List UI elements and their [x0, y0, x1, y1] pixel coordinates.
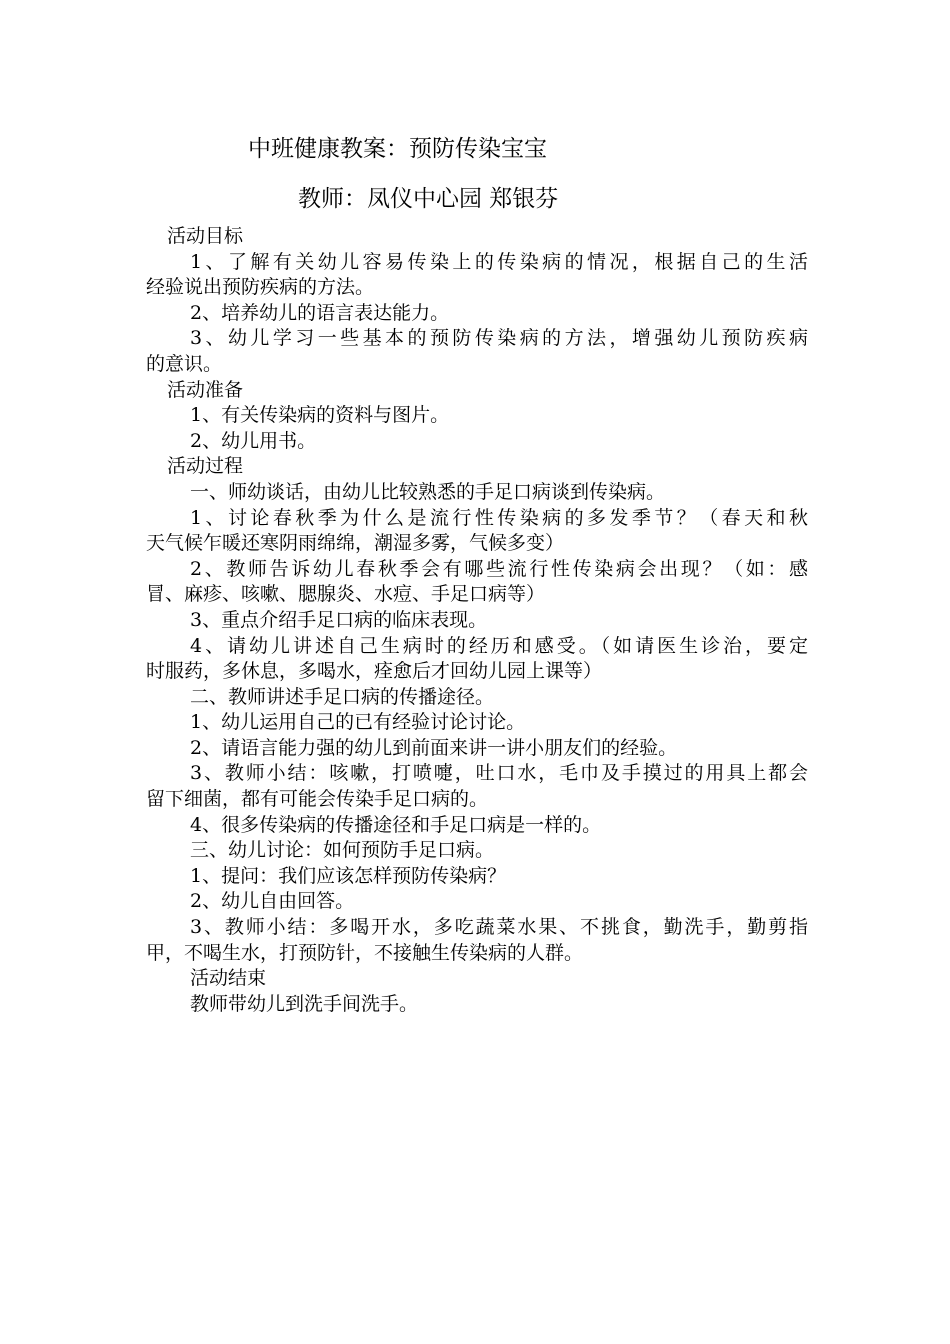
paragraph-line: 4、很多传染病的传播途径和手足口病是一样的。	[190, 813, 602, 836]
paragraph-line: 甲，不喝生水，打预防针，不接触生传染病的人群。	[146, 941, 584, 964]
paragraph-line: 留下细菌，都有可能会传染手足口病的。	[146, 788, 489, 811]
paragraph-line: 时服药，多休息，多喝水，痊愈后才回幼儿园上课等）	[146, 660, 603, 683]
paragraph-line: 2、幼儿用书。	[190, 429, 317, 452]
section-heading: 活动目标	[167, 225, 244, 247]
paragraph-line: 冒、麻疹、咳嗽、腮腺炎、水痘、手足口病等）	[146, 583, 546, 606]
paragraph-line: 4、请幼儿讲述自己生病时的经历和感受。（如请医生诊治，要定	[190, 634, 808, 657]
paragraph-line: 2、培养幼儿的语言表达能力。	[190, 301, 450, 324]
paragraph-line: 3、教师小结：多喝开水，多吃蔬菜水果、不挑食，勤洗手，勤剪指	[190, 916, 808, 939]
paragraph-line: 2、幼儿自由回答。	[190, 890, 355, 913]
paragraph-line: 经验说出预防疾病的方法。	[146, 276, 375, 299]
paragraph-line: 2、请语言能力强的幼儿到前面来讲一讲小朋友们的经验。	[190, 736, 678, 759]
section-heading: 活动过程	[167, 455, 244, 478]
paragraph-line: 天气候乍暖还寒阴雨绵绵，潮湿多雾，气候多变）	[146, 532, 565, 555]
paragraph-line: 1、了解有关幼儿容易传染上的传染病的情况，根据自己的生活	[190, 250, 808, 273]
section-heading: 活动准备	[167, 378, 244, 401]
paragraph-line: 3、重点介绍手足口病的临床表现。	[190, 608, 488, 631]
paragraph-line: 二、教师讲述手足口病的传播途径。	[190, 685, 495, 708]
document-body	[146, 224, 808, 1017]
paragraph-line: 1、提问：我们应该怎样预防传染病？	[190, 864, 507, 887]
paragraph-line: 3、教师小结：咳嗽，打喷嚏，吐口水，毛巾及手摸过的用具上都会	[190, 762, 808, 785]
paragraph-line: 的意识。	[146, 352, 223, 375]
paragraph-line: 1、有关传染病的资料与图片。	[190, 404, 450, 427]
paragraph-line: 三、幼儿讨论：如何预防手足口病。	[190, 839, 495, 862]
paragraph-line: 1、讨论春秋季为什么是流行性传染病的多发季节？（春天和秋	[190, 506, 808, 529]
paragraph-line: 2、教师告诉幼儿春秋季会有哪些流行性传染病会出现？（如：感	[190, 557, 808, 580]
paragraph-line: 一、师幼谈话，由幼儿比较熟悉的手足口病谈到传染病。	[190, 480, 666, 503]
author-line: 教师：凤仪中心园 郑银芬	[298, 186, 559, 212]
document-title: 中班健康教案：预防传染宝宝	[248, 136, 547, 162]
paragraph-line: 活动结束	[190, 967, 267, 990]
paragraph-line: 1、幼儿运用自己的已有经验讨论讨论。	[190, 711, 526, 734]
paragraph-line: 3、幼儿学习一些基本的预防传染病的方法，增强幼儿预防疾病	[190, 327, 808, 350]
paragraph-line: 教师带幼儿到洗手间洗手。	[190, 992, 419, 1015]
